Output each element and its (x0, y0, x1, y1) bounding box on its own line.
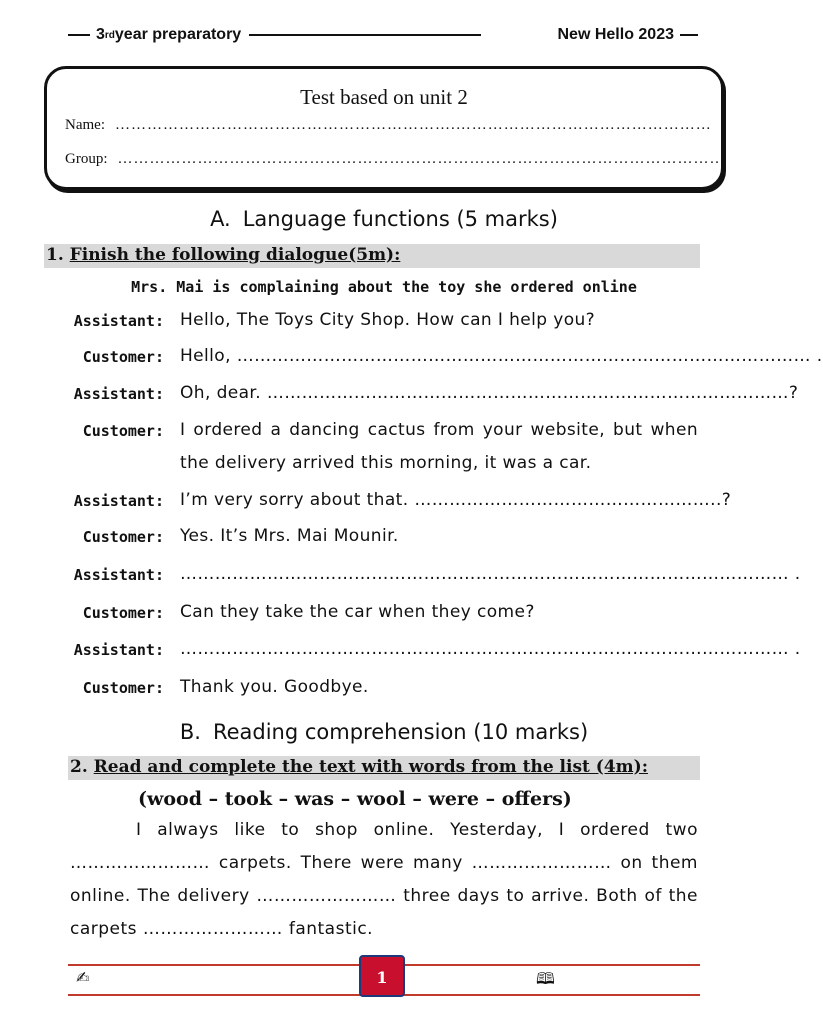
header-rule (249, 34, 481, 36)
group-field[interactable]: …………………………………………………………………………………………………… (117, 151, 726, 167)
dialogue-line: I ordered a dancing cactus from your website, but when the delivery arrived this morning, it was a car. (180, 420, 698, 473)
question-2-text: Read and complete the text with words from the list (4m): (93, 757, 648, 777)
speaker-label: Customer: (82, 422, 164, 440)
group-label: Group: (65, 151, 108, 167)
dialogue-line[interactable]: …………………………………………………………………………………………… . (180, 564, 801, 584)
dialogue-line[interactable]: I’m very sorry about that. ……………………………………………..? (180, 490, 732, 510)
speaker-label: Customer: (82, 528, 164, 546)
book-icon: 🕮 (536, 969, 555, 988)
speaker-label: Assistant: (73, 641, 164, 659)
reading-text: I always like to shop online. Yesterday, I ordered two …………………… carpets. There were many …………………… on them online. The delivery …………………… three days to arrive. Both of the carpets …………………… fantastic. (70, 820, 698, 939)
dialogue-situation: Mrs. Mai is complaining about the toy she ordered online (131, 278, 637, 296)
test-info-box (44, 66, 724, 190)
dialogue-line[interactable]: Oh, dear. ………………………………………………………………………………? (180, 383, 799, 403)
dialogue-line: Hello, The Toys City Shop. How can I help you? (180, 310, 596, 330)
speaker-label: Customer: (82, 348, 164, 366)
header-grade-text: year preparatory (114, 26, 242, 43)
header-book (558, 26, 699, 44)
speaker-label: Assistant: (73, 385, 164, 403)
dialogue-line[interactable]: Hello, ……………………………………………………………………………………… . (180, 346, 823, 366)
dialogue-line: Thank you. Goodbye. (180, 677, 369, 697)
question-1-number: 1. (46, 245, 64, 265)
section-b-letter: B. (179, 720, 201, 744)
question-1-heading (46, 245, 400, 265)
speaker-label: Customer: (82, 604, 164, 622)
word-list: (wood – took – was – wool – were – offers) (138, 788, 572, 810)
question-2-heading (70, 757, 648, 777)
page-number: 1 (359, 955, 405, 997)
section-b-heading: Reading comprehension (10 marks) (212, 720, 589, 744)
section-a-letter: A. (210, 207, 231, 231)
section-a-title (0, 207, 768, 231)
header-rule (680, 34, 698, 36)
section-b-title (0, 720, 768, 744)
section-a-heading: Language functions (5 marks) (242, 207, 558, 231)
dialogue-line: Yes. It’s Mrs. Mai Mounir. (180, 526, 399, 546)
header-book-title: New Hello 2023 (557, 26, 674, 43)
name-label: Name: (65, 117, 105, 133)
header-rule (68, 34, 90, 36)
group-row (65, 151, 726, 168)
test-title: Test based on unit 2 (300, 85, 468, 109)
reading-paragraph (70, 814, 698, 946)
header-grade-number: 3 (96, 26, 105, 43)
writing-hand-icon: ✍ (76, 968, 90, 987)
speaker-label: Customer: (82, 679, 164, 697)
page-header (68, 26, 698, 52)
speaker-label: Assistant: (73, 312, 164, 330)
dialogue-line: Can they take the car when they come? (180, 602, 535, 622)
name-row (65, 117, 712, 134)
name-field[interactable]: ……………………………………………………….………………………………………… (114, 117, 712, 133)
header-grade-suffix: rd (104, 29, 115, 41)
dialogue-line[interactable]: …………………………………………………………………………………………… . (180, 639, 801, 659)
question-2-number: 2. (70, 757, 88, 777)
question-1-text: Finish the following dialogue(5m): (69, 245, 401, 265)
speaker-label: Assistant: (73, 492, 164, 510)
speaker-label: Assistant: (73, 566, 164, 584)
header-grade (68, 26, 481, 44)
